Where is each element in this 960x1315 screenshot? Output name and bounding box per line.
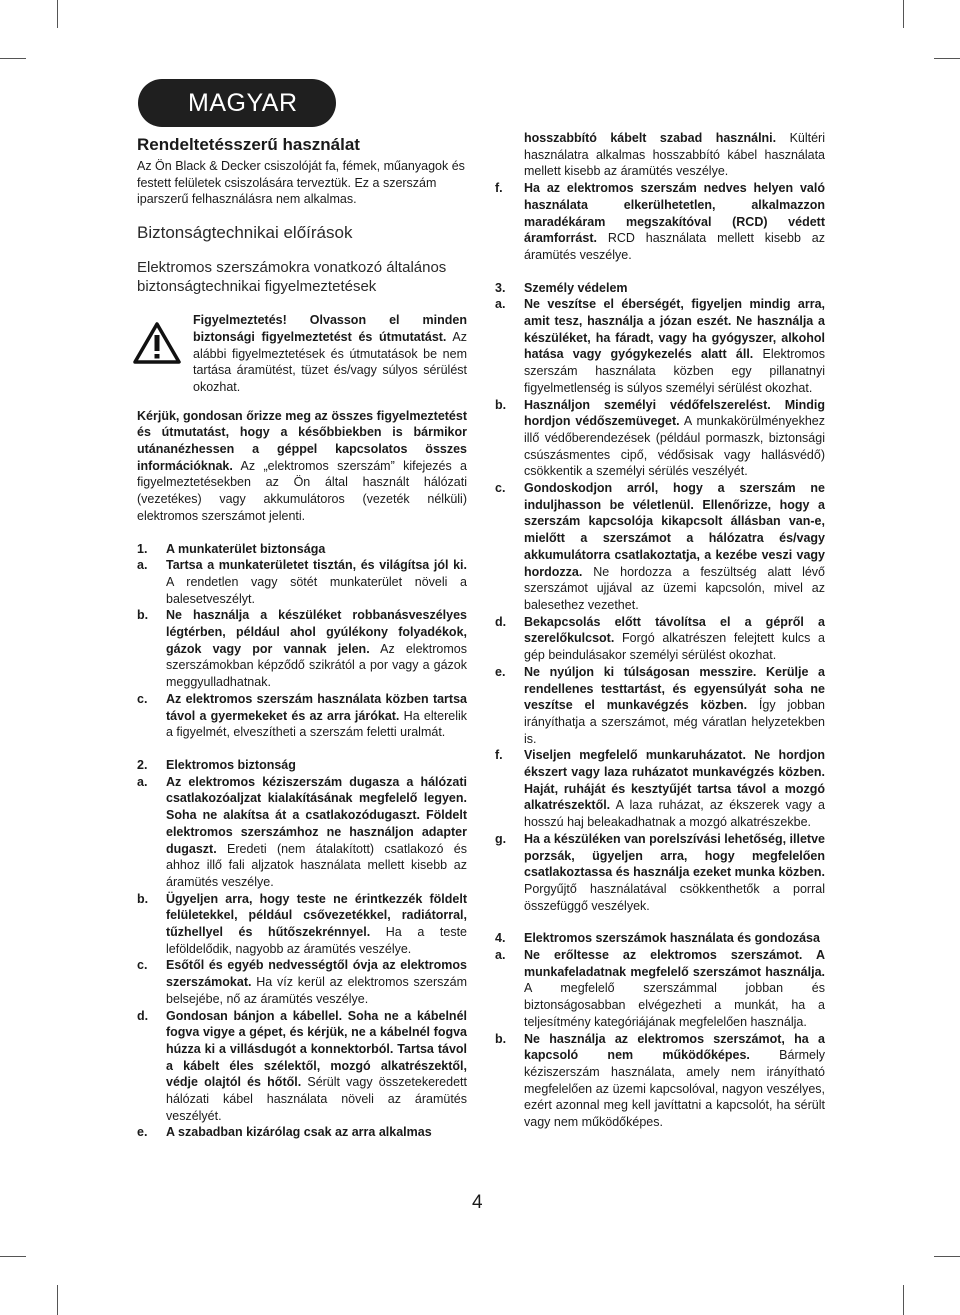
list-item (137, 557, 467, 607)
item-bold: hosszabbító kábelt szabad használni. (524, 131, 777, 145)
section-title: Elektromos biztonság (166, 757, 296, 772)
warning-text: Az alábbi figyelmeztetések és útmutatások be nem tartása áramütést, tüzet és/vagy súlyos sérülést okozhat. (193, 329, 467, 394)
warning-block (137, 312, 467, 396)
item-marker: a. (137, 774, 148, 789)
item-bold: Gondoskodjon arról, hogy a szerszám ne induljhasson be véletlenül. Ellenőrizze, hogy a szerszám kapcsolója kikapcsolt állásban van-e, mielőtt a szerszámot a hálózatra és/vagy akkumulátorra csatlakoztatja, a kezébe veszi vagy hordozza. (524, 481, 825, 579)
item-bold: Ha a készüléken van porelszívási lehetőség, illetve porzsák, ügyeljen arra, hogy megfelelően csatlakoztassa és használja ezeket munka közben. (524, 831, 825, 880)
section-number: 2. (137, 757, 148, 772)
crop-mark (0, 1256, 26, 1257)
item-marker: f. (495, 181, 503, 196)
section-heading (137, 757, 467, 774)
item-text: Elektromos szerszám használata közben egy pillanatnyi figyelmetlenség is súlyos személyi sérülést okozhat. (524, 347, 826, 395)
item-marker: g. (495, 831, 507, 846)
crop-mark (903, 1285, 904, 1315)
item-text: Ha elterelik a figyelmét, elveszítheti a szerszám feletti uralmát. (166, 708, 468, 740)
item-text: Eredeti (nem átalakított) csatlakozó és ahhoz illő fali aljzatok használata mellett kisebb az áramütés veszélye. (166, 841, 467, 889)
list-item (495, 180, 825, 264)
section-title: A munkaterület biztonsága (166, 541, 326, 556)
item-text: Ha a teste leföldelődik, nagyobb az áramütés veszélye. (166, 925, 467, 956)
item-marker: a. (495, 297, 506, 312)
item-bold: Ha az elektromos szerszám nedves helyen való használata elkerülhetetlen, alkalmazzon maradékáram megszakítóval (RCD) védett áramforrást. (524, 181, 825, 246)
item-text: Az elektromos szerszámokban képződő szikrától a por vagy a gázok meggyulladhatnak. (166, 641, 467, 690)
item-marker: b. (137, 891, 149, 906)
crop-mark (903, 0, 904, 28)
item-marker: d. (495, 614, 507, 629)
list-item (137, 891, 467, 958)
list-item (495, 664, 825, 748)
section-heading (495, 280, 825, 297)
crop-mark (57, 1285, 58, 1315)
item-marker: b. (137, 608, 149, 623)
item-marker: c. (137, 691, 148, 706)
section-heading (137, 541, 467, 558)
item-text: RCD használata mellett kisebb az áramütés veszélye. (524, 231, 825, 262)
list-item (495, 614, 825, 664)
list-item (495, 296, 825, 396)
item-bold: Az elektromos szerszám használata közben tartsa távol a gyermekeket és az arra járókat. (166, 691, 467, 723)
list-item (495, 831, 825, 915)
language-badge (138, 79, 336, 127)
keep-instructions (137, 408, 467, 525)
item-bold: Ne használja az elektromos szerszámot, ha a kapcsoló nem működőképes. (524, 1031, 825, 1063)
language-label: MAGYAR (188, 89, 298, 117)
list-item (137, 774, 467, 891)
item-marker: a. (137, 558, 148, 573)
keep-text: Az „elektromos szerszám” kifejezés a figyelmeztetésekben az Ön által használt hálózati (vezetékes) vagy akkumulátoros (vezeték nélküli) elektromos szerszámot jelenti. (137, 458, 467, 523)
item-marker: e. (495, 664, 506, 679)
item-text: A laza ruházat, az ékszerek vagy a hosszú haj beleakadhatnak a mozgó alkatrészekbe. (524, 798, 825, 830)
item-text: Porgyűjtő használatával csökkenthetők a porral összefüggő veszélyek. (524, 881, 825, 913)
safety-title: Biztonságtechnikai előírások (137, 223, 353, 243)
item-bold: Viseljen megfelelő munkaruházatot. Ne hordjon ékszert vagy laza ruházatot munkavégzés közben. Haját, ruháját és kesztyűjét tartsa távol a mozgó alkatrészektől. (524, 748, 825, 813)
item-bold: Az elektromos kéziszerszám dugasza a hálózati csatlakozóaljzat kialakításának megfelelő legyen. Soha ne alakítsa át a csatlakozódugaszt. Földelt elektromos szerszámhoz ne használjon adapter dugaszt. (166, 774, 467, 856)
item-bold: Ne veszítse el éberségét, figyeljen mindig arra, amit tesz, használja a józan eszét. Ne használja a készüléket, ha fáradt, vagy ha gyógyszer, alkohol hatása vagy gyógykezelés alatt áll. (524, 297, 825, 362)
crop-mark (934, 1256, 960, 1257)
item-bold: A szabadban kizárólag csak az arra alkalmas (166, 1125, 432, 1140)
item-text: Ne hordozza a feszültség alatt lévő szerszámot ujjával az üzemi kapcsolón, mivel az balesethez vezethet. (524, 564, 825, 612)
list-item (137, 1124, 467, 1141)
list-item-continued (495, 130, 825, 180)
item-bold: Ügyeljen arra, hogy teste ne érintkezzék földelt felületekkel, például csővezetékkel, radiátorral, tűzhellyel és hűtőszekrénnyel. (166, 891, 467, 940)
list-item (495, 1031, 825, 1131)
item-marker: a. (495, 948, 506, 963)
list-item (495, 747, 825, 831)
item-bold: Tartsa a munkaterületet tisztán, és világítsa jól ki. (166, 558, 467, 573)
section-number: 1. (137, 541, 148, 556)
item-text: Ha víz kerül az elektromos szerszám belsejébe, nő az áramütés veszélye. (166, 975, 467, 1006)
list-item (137, 1008, 467, 1125)
section-title: Személy védelem (524, 280, 628, 295)
item-text: Így jobban irányíthatja a szerszámot, még váratlan helyzetekben is. (524, 698, 825, 746)
section-number: 4. (495, 931, 506, 946)
item-marker: e. (137, 1125, 148, 1140)
general-warnings-title: Elektromos szerszámokra vonatkozó általános biztonságtechnikai figyelmeztetések (137, 259, 447, 296)
section-number: 3. (495, 280, 506, 295)
item-text: A megfelelő szerszámmal jobban és biztonságosabban elvégezheti a munkát, ha a teljesítmény kategóriájának megfelelően használja. (524, 981, 825, 1029)
item-text: A rendetlen vagy sötét munkaterület növeli a balesetveszélyt. (166, 574, 467, 606)
item-bold: Bekapcsolás előtt távolítsa el a gépről a szerelőkulcsot. (524, 614, 825, 646)
item-text: A munkakörülményekhez illő védőberendezések (például pormaszk, biztonsági csúszásmentes cipő, védősisak vagy hallásvédő) csökkentik a személyi sérülés veszélyét. (524, 414, 825, 479)
item-marker: b. (495, 397, 507, 412)
section-title: Elektromos szerszámok használata és gondozása (524, 931, 820, 946)
item-bold: Ne használja a készüléket robbanásveszélyes légtérben, például ahol gyúlékony folyadékok, gázok vagy por vannak jelen. (166, 608, 467, 656)
item-marker: d. (137, 1008, 149, 1023)
left-column (137, 130, 467, 1141)
list-item (495, 480, 825, 614)
item-bold: Esőtől és egyéb nedvességtől óvja az elektromos szerszámokat. (166, 958, 467, 990)
item-bold: Ne erőltesse az elektromos szerszámot. A munkafeladatnak megfelelő szerszámot használja. (524, 948, 825, 979)
warning-triangle-icon (133, 322, 181, 364)
crop-mark (57, 0, 58, 28)
list-item (137, 957, 467, 1007)
item-text: Forgó alkatrészen felejtett kulcs a gép beindulásakor személyi sérülést okozhat. (524, 631, 825, 663)
section-heading (495, 930, 825, 947)
item-marker: c. (495, 481, 506, 496)
page-number: 4 (472, 1192, 483, 1213)
crop-mark (0, 58, 26, 59)
crop-mark (934, 58, 960, 59)
list-item (137, 691, 467, 741)
item-text: Sérült vagy összetekeredett hálózati kábel használata növeli az áramütés veszélyét. (166, 1075, 467, 1123)
list-item (137, 607, 467, 691)
item-bold: Gondosan bánjon a kábellel. Soha ne a kábelnél fogva vigye a gépet, és kérjük, ne a kábelnél fogva húzza ki a villásdugót a konnektorból. Tartsa távol a kábelt éles szélektől, mozgó alkatrészektől, védje olajtól és hőtől. (166, 1008, 467, 1090)
item-marker: f. (495, 748, 503, 763)
item-text: Kültéri használatra alkalmas hosszabbító kábel használata mellett kisebb az áramütés veszélye. (524, 131, 825, 179)
item-bold: Ne nyúljon ki túlságosan messzire. Kerülje a rendellenes testtartást, és egyensúlyát soha ne veszítse el munkavégzés közben. (524, 664, 825, 713)
list-item (495, 947, 825, 1031)
keep-bold: Kérjük, gondosan őrizze meg az összes figyelmeztetést és útmutatást, hogy a későbbiekben is bármikor utánanézhessen a géppel kapcsolatos összes információknak. (137, 408, 467, 473)
item-marker: b. (495, 1031, 507, 1046)
right-column (495, 130, 825, 1131)
warning-bold: Figyelmeztetés! Olvasson el minden biztonsági figyelmeztetést és útmutatást. (193, 313, 467, 344)
intro-title: Rendeltetésszerű használat (137, 135, 360, 154)
item-bold: Használjon személyi védőfelszerelést. Mindig hordjon védőszemüveget. (524, 397, 825, 429)
item-text: Bármely kéziszerszám használata, amely nem irányítható megfelelően az üzemi kapcsolóval, nagyon veszélyes, ezért azonnal meg kell javíttatni a kapcsolót, ha sérült vagy nem működőképes. (524, 1048, 825, 1130)
list-item (495, 397, 825, 481)
intro-text: Az Ön Black & Decker csiszolóját fa, fémek, műanyagok és festett felületek csiszolására terveztük. Ez a szerszám iparszerű felhasználásra nem alkalmas. (137, 159, 465, 207)
item-marker: c. (137, 958, 148, 973)
